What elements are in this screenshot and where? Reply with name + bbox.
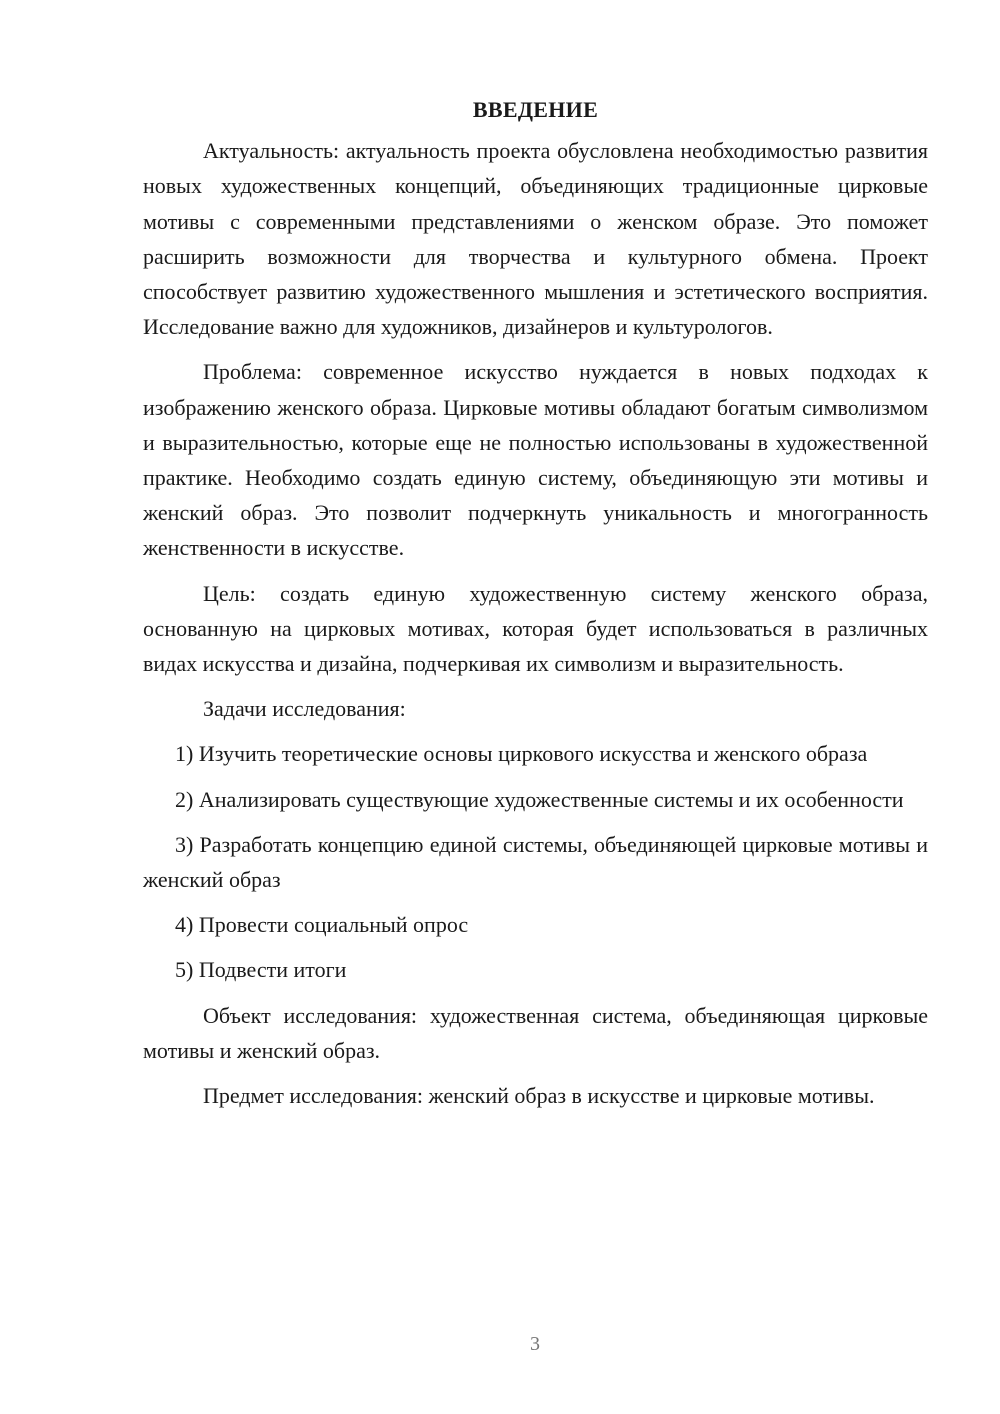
page-number: 3: [530, 1333, 540, 1355]
task-item-1: 1) Изучить теоретические основы циркового искусства и женского образа: [175, 741, 868, 767]
tasks-heading: Задачи исследования:: [203, 696, 406, 722]
task-item-4: 4) Провести социальный опрос: [175, 912, 469, 938]
paragraph-goal: Цель: создать единую художественную систему женского образа, основанную на цирковых мотивах, которая будет использоваться в различных видах искусства и дизайна, подчеркивая их символизм и выразительность.: [143, 580, 928, 677]
paragraph-object: Объект исследования: художественная система, объединяющая цирковые мотивы и женский образ.: [143, 1002, 928, 1063]
paragraph-problem: Проблема: современное искусство нуждается в новых подходах к изображению женского образа. Цирковые мотивы обладают богатым символизмом и выразительностью, которые еще не полностью использованы в художественной практике. Необходимо создать единую систему, объединяющую эти мотивы и женский образ. Это позволит подчеркнуть уникальность и многогранность женственности в искусстве.: [143, 359, 928, 561]
paragraph-relevance: Актуальность: актуальность проекта обусловлена необходимостью развития новых художественных концепций, объединяющих традиционные цирковые мотивы с современными представлениями о женском образе. Это поможет расширить возможности для творчества и культурного обмена. Проект способствует развитию художественного мышления и эстетического восприятия. Исследование важно для художников, дизайнеров и культурологов.: [143, 138, 928, 340]
task-item-2: 2) Анализировать существующие художественные системы и их особенности: [175, 786, 904, 812]
task-item-3: 3) Разработать концепцию единой системы, объединяющей цирковые мотивы и женский образ: [143, 831, 928, 893]
section-title: ВВЕДЕНИЕ: [472, 97, 599, 122]
page-content: [143, 92, 928, 1123]
task-item-5: 5) Подвести итоги: [175, 957, 347, 983]
paragraph-subject: Предмет исследования: женский образ в искусстве и цирковые мотивы.: [203, 1083, 875, 1109]
